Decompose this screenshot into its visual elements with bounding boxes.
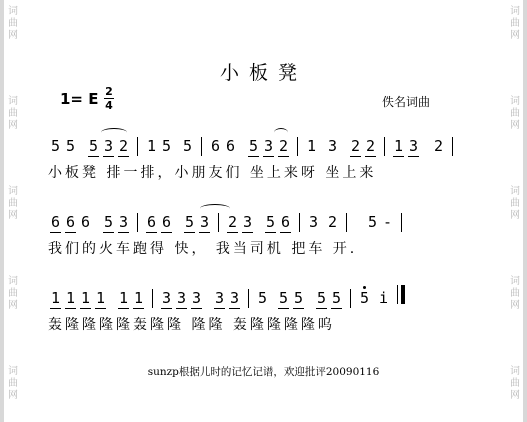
time-signature-bottom: 4 bbox=[105, 99, 113, 112]
note: 3 bbox=[212, 288, 227, 308]
note: 1 bbox=[391, 136, 406, 156]
note: 5 bbox=[314, 288, 329, 308]
note: - bbox=[382, 213, 393, 231]
note: 5 bbox=[263, 212, 278, 232]
lyrics-line-1: 小板凳 排一排，小朋友们 坐上来呀 坐上来 bbox=[48, 165, 377, 181]
note: 2 bbox=[116, 136, 131, 156]
barline bbox=[350, 289, 351, 308]
note: 5 bbox=[276, 288, 291, 308]
note: 5 bbox=[329, 288, 344, 308]
note: 1 bbox=[146, 137, 157, 155]
barline bbox=[201, 137, 202, 156]
note: 3 bbox=[197, 212, 212, 232]
final-barline bbox=[397, 285, 405, 308]
credit: 佚名词曲 bbox=[382, 95, 431, 109]
note: 3 bbox=[159, 288, 174, 308]
note: 5 bbox=[182, 212, 197, 232]
watermark-left-1: 词 曲 网 bbox=[8, 6, 18, 41]
note: 3 bbox=[116, 212, 131, 232]
barline bbox=[137, 137, 138, 156]
note: 3 bbox=[174, 288, 189, 308]
note: 5 bbox=[86, 136, 101, 156]
note: 5 bbox=[246, 136, 261, 156]
lyrics-line-2: 我们的火车跑得 快， 我当司机 把车 开. bbox=[48, 241, 358, 257]
time-signature-top: 2 bbox=[105, 85, 113, 98]
note: 3 bbox=[227, 288, 242, 308]
note: i bbox=[378, 289, 389, 307]
note: 6 bbox=[48, 212, 63, 232]
note: 2 bbox=[348, 136, 363, 156]
watermark-right-4: 词 曲 网 bbox=[510, 276, 520, 311]
watermark-left-4: 词 曲 网 bbox=[8, 276, 18, 311]
barline bbox=[297, 137, 298, 156]
note: 3 bbox=[240, 212, 255, 232]
slur bbox=[274, 128, 288, 137]
barline bbox=[137, 213, 138, 232]
slur bbox=[200, 204, 230, 213]
note: 2 bbox=[433, 137, 444, 155]
note: 5 bbox=[291, 288, 306, 308]
barline bbox=[299, 213, 300, 232]
score-line-3 bbox=[48, 286, 405, 308]
note: 3 bbox=[308, 213, 319, 231]
note: 1 bbox=[93, 288, 108, 308]
note: 5 bbox=[182, 137, 193, 155]
slur bbox=[101, 128, 127, 137]
barline bbox=[248, 289, 249, 308]
note: 5 bbox=[101, 212, 116, 232]
song-title: 小板凳 bbox=[219, 62, 307, 84]
barline bbox=[346, 213, 347, 232]
note: 6 bbox=[159, 212, 174, 232]
note: 5 bbox=[161, 137, 172, 155]
note: 2 bbox=[327, 213, 338, 231]
note: 2 bbox=[225, 212, 240, 232]
watermark-right-5: 词 曲 网 bbox=[510, 366, 520, 401]
barline bbox=[452, 137, 453, 156]
watermark-right-2: 词 曲 网 bbox=[510, 96, 520, 131]
watermark-left-3: 词 曲 网 bbox=[8, 186, 18, 221]
note: 2 bbox=[276, 136, 291, 156]
note: 3 bbox=[101, 136, 116, 156]
watermark-right-1: 词 曲 网 bbox=[510, 6, 520, 41]
note: 6 bbox=[80, 213, 91, 231]
note: 1 bbox=[78, 288, 93, 308]
barline bbox=[401, 213, 402, 232]
barline bbox=[218, 213, 219, 232]
transcriber-note: sunzp根据儿时的记忆记谱，欢迎批评20090116 bbox=[147, 366, 380, 378]
note: 6 bbox=[210, 137, 221, 155]
key-signature: 1= E bbox=[60, 90, 99, 108]
note: 5 bbox=[50, 137, 61, 155]
barline bbox=[384, 137, 385, 156]
note: 1 bbox=[116, 288, 131, 308]
note: 2 bbox=[363, 136, 378, 156]
note: 3 bbox=[189, 288, 204, 308]
note: 5 bbox=[357, 288, 372, 308]
note: 3 bbox=[406, 136, 421, 156]
time-signature bbox=[104, 86, 114, 111]
note: 1 bbox=[48, 288, 63, 308]
lyrics-line-3: 轰隆隆隆隆轰隆隆 隆隆 轰隆隆隆隆呜 bbox=[48, 317, 335, 333]
note: 3 bbox=[327, 137, 338, 155]
note: 6 bbox=[225, 137, 236, 155]
barline bbox=[152, 289, 153, 308]
note: 5 bbox=[257, 289, 268, 307]
watermark-left-2: 词 曲 网 bbox=[8, 96, 18, 131]
note: 1 bbox=[306, 137, 317, 155]
note: 1 bbox=[63, 288, 78, 308]
note: 5 bbox=[367, 213, 378, 231]
score-line-1 bbox=[48, 134, 459, 156]
note: 6 bbox=[278, 212, 293, 232]
watermark-left-5: 词 曲 网 bbox=[8, 366, 18, 401]
note: 6 bbox=[63, 212, 78, 232]
watermark-right-3: 词 曲 网 bbox=[510, 186, 520, 221]
score-line-2 bbox=[48, 210, 408, 232]
note: 3 bbox=[261, 136, 276, 156]
note: 1 bbox=[131, 288, 146, 308]
note: 5 bbox=[65, 137, 76, 155]
note: 6 bbox=[144, 212, 159, 232]
